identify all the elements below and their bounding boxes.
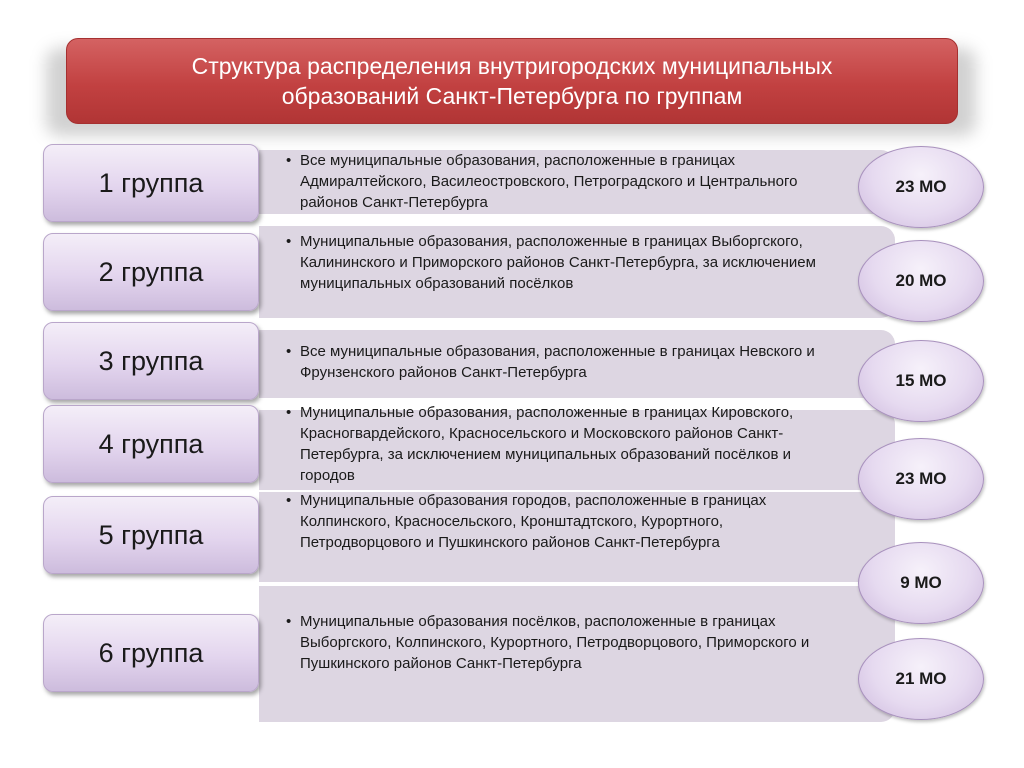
- group-2-description: [286, 231, 846, 294]
- group-3-count-text: 15 МО: [895, 371, 947, 390]
- group-5-description-text: Муниципальные образования городов, расположенные в границах Колпинского, Красносельского, Кронштадтского, Курортного, Петродворцового и Пушкинского районов Санкт-Петербурга: [300, 492, 767, 551]
- group-3-label-text: 3 группа: [98, 345, 204, 376]
- group-3-description: [286, 341, 846, 383]
- group-1-count-text: 23 МО: [895, 177, 947, 196]
- group-2-description-text: Муниципальные образования, расположенные в границах Выборгского, Калининского и Приморского районов Санкт-Петербурга, за исключением муниципальных образований посёлков: [300, 233, 816, 292]
- group-1-label-text: 1 группа: [98, 167, 204, 198]
- group-5-label: [43, 496, 259, 574]
- group-6-description-text: Муниципальные образования посёлков, расположенные в границах Выборгского, Колпинского, Курортного, Петродворцового, Приморского и Пушкинского районов Санкт-Петербурга: [300, 613, 810, 672]
- group-4-label-text: 4 группа: [98, 428, 204, 459]
- group-4-description-text: Муниципальные образования, расположенные в границах Кировского, Красногвардейского, Красносельского и Московского районов Санкт-Петербурга, за исключением муниципальных образований посёлков и городов: [300, 404, 794, 484]
- group-3-label: [43, 322, 259, 400]
- group-6-label: [43, 614, 259, 692]
- group-2-count: [858, 240, 984, 322]
- bullet: •: [286, 492, 292, 509]
- title-banner: [66, 38, 958, 124]
- group-1-description: [286, 150, 846, 213]
- group-3-count: [858, 340, 984, 422]
- group-3-description-text: Все муниципальные образования, расположенные в границах Невского и Фрунзенского районов Санкт-Петербурга: [300, 343, 815, 381]
- group-4-count-text: 23 МО: [895, 469, 947, 488]
- group-5-label-text: 5 группа: [98, 519, 204, 550]
- group-1-description-text: Все муниципальные образования, расположенные в границах Адмиралтейского, Василеостровского, Петроградского и Центрального районов Санкт-Петербурга: [300, 152, 798, 211]
- bullet: •: [286, 404, 292, 421]
- group-5-count-text: 9 МО: [900, 573, 942, 592]
- group-4-description: [286, 402, 846, 486]
- group-6-count-text: 21 МО: [895, 669, 947, 688]
- bullet: •: [286, 233, 292, 250]
- group-4-count: [858, 438, 984, 520]
- bullet: •: [286, 152, 292, 169]
- group-1-count: [858, 146, 984, 228]
- bullet: •: [286, 613, 292, 630]
- group-2-label-text: 2 группа: [98, 256, 204, 287]
- group-6-count: [858, 638, 984, 720]
- group-5-description: [286, 490, 846, 553]
- group-6-description: [286, 611, 846, 674]
- group-5-count: [858, 542, 984, 624]
- group-6-label-text: 6 группа: [98, 637, 204, 668]
- group-1-label: [43, 144, 259, 222]
- group-4-label: [43, 405, 259, 483]
- bullet: •: [286, 343, 292, 360]
- slide-title: Структура распределения внутригородских муниципальных образований Санкт-Петербурга по группам: [191, 53, 833, 109]
- group-2-label: [43, 233, 259, 311]
- group-2-count-text: 20 МО: [895, 271, 947, 290]
